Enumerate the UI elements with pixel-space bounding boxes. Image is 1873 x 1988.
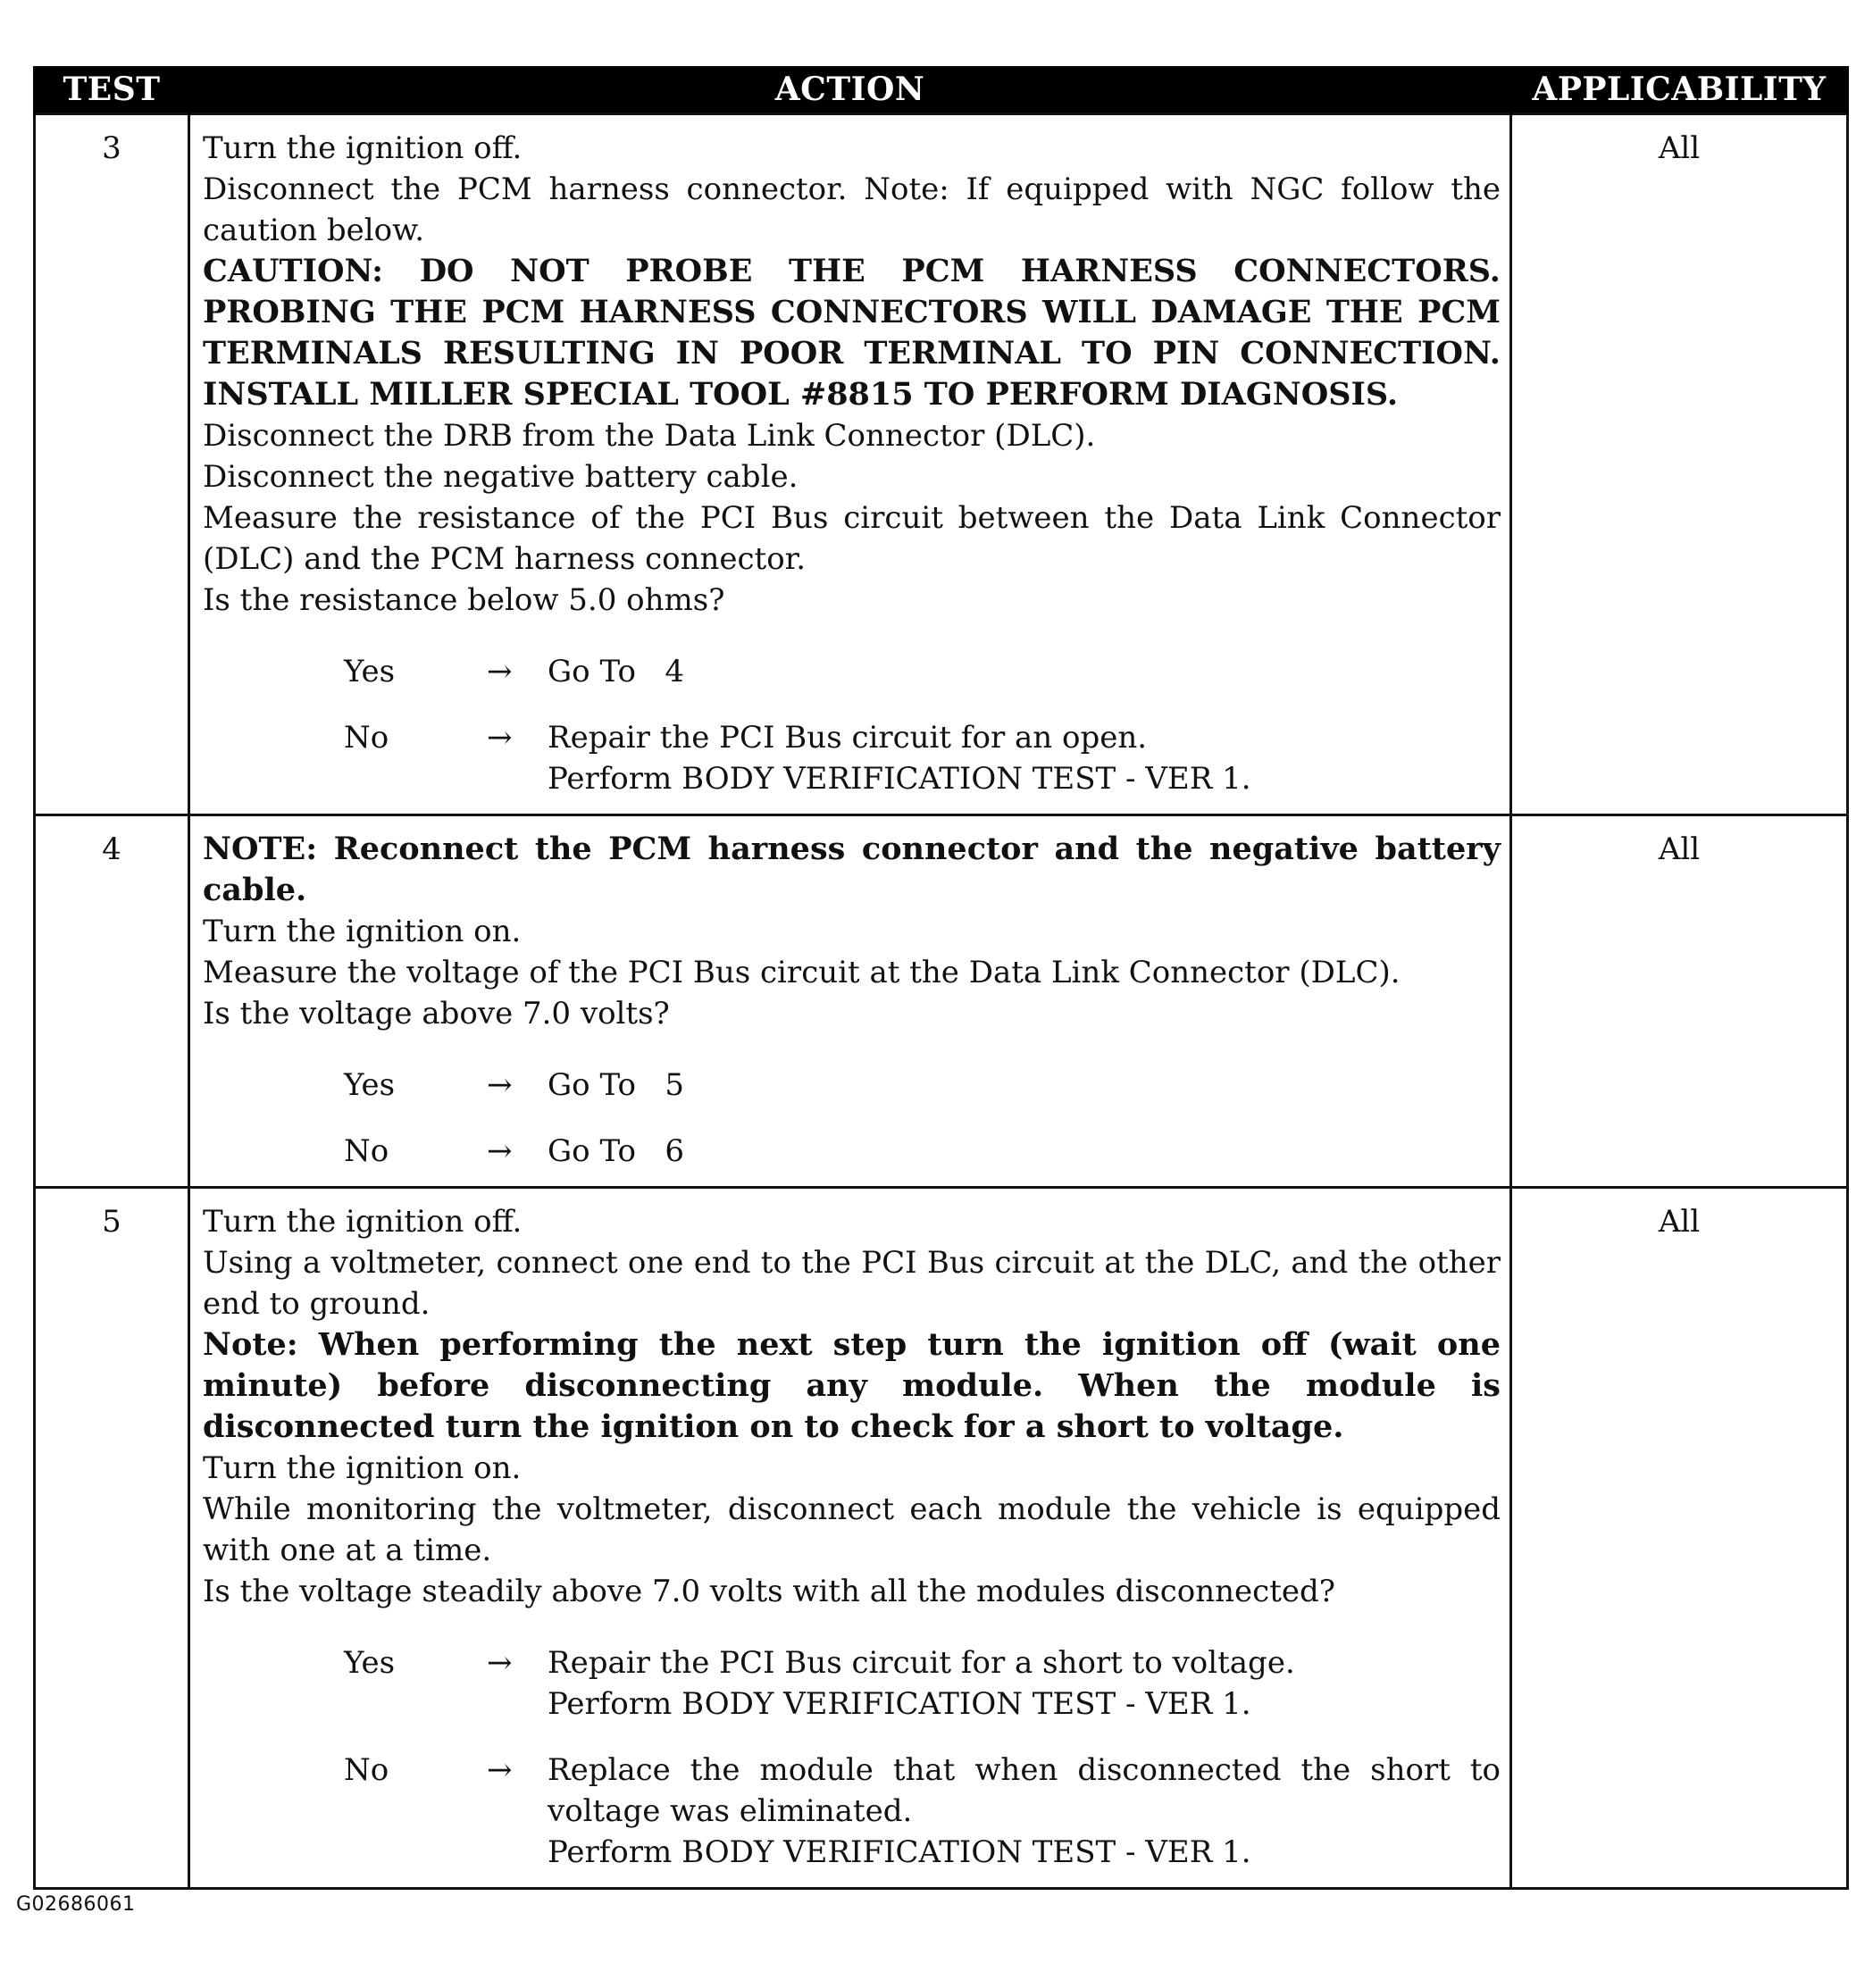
answer-text — [548, 1642, 1501, 1725]
action-cell — [189, 1188, 1511, 1889]
step-text: Disconnect the DRB from the Data Link Connector (DLC). — [203, 418, 1096, 454]
diagnostic-test-table — [33, 66, 1849, 1890]
answer-line: Perform BODY VERIFICATION TEST - VER 1. — [548, 761, 1251, 797]
answer-text — [548, 717, 1501, 799]
header-applicability: APPLICABILITY — [1511, 66, 1848, 114]
table-row-test-3 — [35, 114, 1848, 815]
step-text: Turn the ignition off. — [203, 1204, 523, 1240]
figure-code: G02686061 — [16, 1893, 136, 1916]
arrow-right-icon: → — [487, 1752, 513, 1788]
note-text: Note: When performing the next step turn the ignition off (wait one minute) before disconnecting any module. When the module is disconnected turn the ignition on to check for a short to voltage. — [203, 1326, 1501, 1445]
answer-line: Go To 5 — [548, 1067, 684, 1103]
answer-text — [548, 651, 1501, 692]
action-cell — [189, 114, 1511, 815]
step-text: Disconnect the negative battery cable. — [203, 459, 799, 495]
answer-label: No — [344, 1133, 389, 1169]
question-text: Is the resistance below 5.0 ohms? — [203, 582, 725, 618]
applicability-cell: All — [1511, 815, 1848, 1188]
answer-label: Yes — [344, 1067, 396, 1103]
arrow-right-icon: → — [487, 1133, 513, 1169]
arrow-right-icon: → — [487, 1645, 513, 1681]
table-row-test-5 — [35, 1188, 1848, 1889]
arrow-right-icon: → — [487, 720, 513, 756]
header-action: ACTION — [189, 66, 1511, 114]
answer-line: Repair the PCI Bus circuit for a short to voltage. — [548, 1645, 1295, 1681]
answer-line: Perform BODY VERIFICATION TEST - VER 1. — [548, 1834, 1251, 1870]
answer-line: Replace the module that when disconnected the short to voltage was eliminated. — [548, 1752, 1501, 1829]
applicability-cell: All — [1511, 1188, 1848, 1889]
question-text: Is the voltage steadily above 7.0 volts with all the modules disconnected? — [203, 1574, 1335, 1609]
answer-yes — [344, 651, 1501, 692]
step-text: Using a voltmeter, connect one end to the PCI Bus circuit at the DLC, and the other end to ground. — [203, 1245, 1501, 1322]
action-cell — [189, 815, 1511, 1188]
test-number: 5 — [35, 1188, 189, 1889]
answer-line: Repair the PCI Bus circuit for an open. — [548, 720, 1148, 756]
answer-label: No — [344, 1752, 389, 1788]
note-text: NOTE: Reconnect the PCM harness connector and the negative battery cable. — [203, 831, 1501, 908]
answer-yes — [344, 1065, 1501, 1106]
arrow-right-icon: → — [487, 1067, 513, 1103]
answer-yes — [344, 1642, 1501, 1725]
answer-label: Yes — [344, 1645, 396, 1681]
question-text: Is the voltage above 7.0 volts? — [203, 996, 670, 1032]
test-number: 3 — [35, 114, 189, 815]
step-text: Turn the ignition on. — [203, 1450, 522, 1486]
step-text: Turn the ignition off. — [203, 130, 523, 166]
answer-no — [344, 1131, 1501, 1172]
answer-line: Go To 4 — [548, 654, 684, 689]
answer-text — [548, 1065, 1501, 1106]
answer-label: Yes — [344, 654, 396, 689]
step-text: Measure the voltage of the PCI Bus circuit at the Data Link Connector (DLC). — [203, 955, 1401, 990]
test-number: 4 — [35, 815, 189, 1188]
arrow-right-icon: → — [487, 654, 513, 689]
answer-line: Go To 6 — [548, 1133, 684, 1169]
header-test: TEST — [35, 66, 189, 114]
table-header — [35, 66, 1848, 114]
step-text: Measure the resistance of the PCI Bus circuit between the Data Link Connector (DLC) and the PCM harness connector. — [203, 500, 1501, 577]
answer-text — [548, 1131, 1501, 1172]
answer-label: No — [344, 720, 389, 756]
step-text: Turn the ignition on. — [203, 914, 522, 949]
answer-line: Perform BODY VERIFICATION TEST - VER 1. — [548, 1686, 1251, 1722]
table-row-test-4 — [35, 815, 1848, 1188]
diagnostic-test-sheet — [33, 66, 1846, 1890]
caution-text: CAUTION: DO NOT PROBE THE PCM HARNESS CONNECTORS. PROBING THE PCM HARNESS CONNECTORS WILL DAMAGE THE PCM TERMINALS RESULTING IN POOR TERMINAL TO PIN CONNECTION. INSTALL MILLER SPECIAL TOOL #8815 TO PERFORM DIAGNOSIS. — [203, 253, 1501, 413]
step-text: Disconnect the PCM harness connector. Note: If equipped with NGC follow the caution below. — [203, 171, 1501, 248]
answer-no — [344, 1750, 1501, 1873]
answer-text — [548, 1750, 1501, 1873]
header-row — [35, 66, 1848, 114]
applicability-cell: All — [1511, 114, 1848, 815]
answer-no — [344, 717, 1501, 799]
step-text: While monitoring the voltmeter, disconnect each module the vehicle is equipped with one at a time. — [203, 1491, 1501, 1568]
